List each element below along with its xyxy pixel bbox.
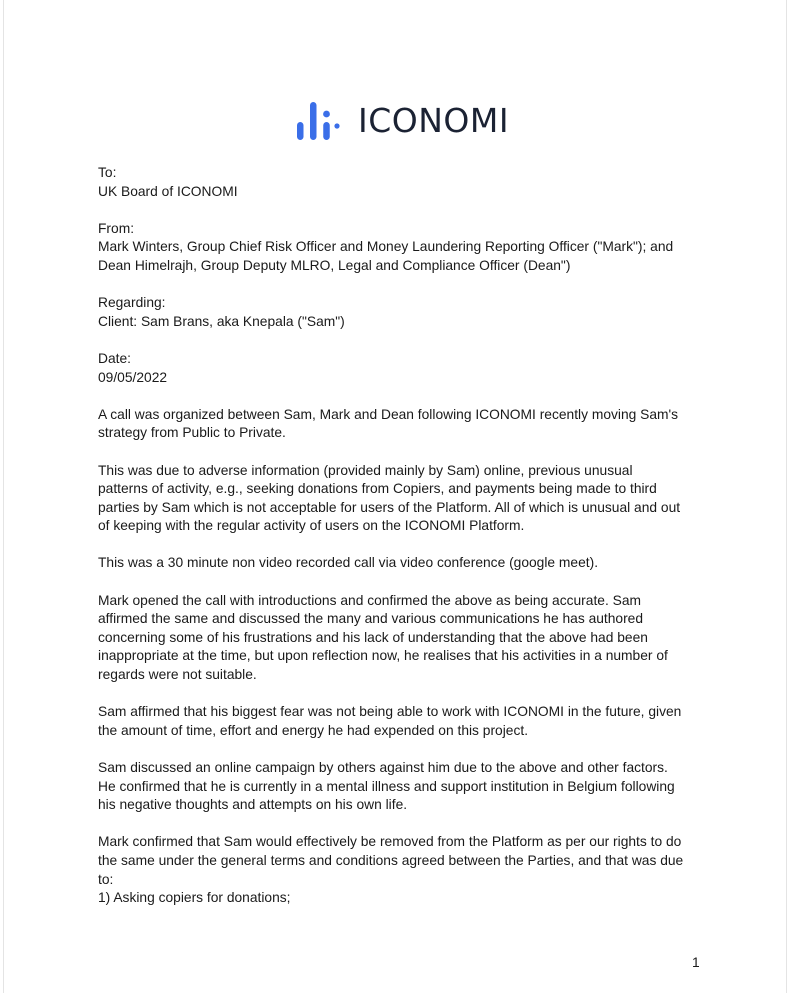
text-line: Mark confirmed that Sam would effectively be removed from the Platform as per our rights to do (98, 834, 682, 850)
iconomi-logo-icon (294, 100, 340, 142)
text-line: patterns of activity, e.g., seeking donations from Copiers, and payments being made to third (98, 481, 657, 497)
iconomi-logo (294, 100, 509, 142)
from-label: From: (98, 220, 135, 236)
text-line: parties by Sam which is not acceptable for users of the Platform. All of which is unusual and out (98, 499, 681, 515)
date-label: Date: (98, 350, 131, 366)
to-block (98, 164, 718, 201)
regarding-value: Client: Sam Brans, aka Knepala ("Sam") (98, 313, 345, 329)
text-line: regards were not suitable. (98, 667, 257, 683)
document-page (3, 0, 787, 993)
from-block (98, 220, 718, 276)
text-line: Mark opened the call with introductions and confirmed the above as being accurate. Sam (98, 592, 641, 608)
paragraph-biggest-fear (98, 703, 718, 740)
text-line: This was due to adverse information (provided mainly by Sam) online, previous unusual (98, 462, 633, 478)
text-line: strategy from Public to Private. (98, 425, 286, 441)
text-line: affirmed the same and discussed the many and various communications he has authored (98, 611, 644, 627)
date-block (98, 350, 718, 387)
text-line: This was a 30 minute non video recorded call via video conference (google meet). (98, 555, 599, 571)
text-line: to: (98, 871, 114, 887)
text-line: of keeping with the regular activity of users on the ICONOMI Platform. (98, 518, 525, 534)
text-line: his negative thoughts and attempts on his own life. (98, 797, 408, 813)
from-line-2: Dean Himelrajh, Group Deputy MLRO, Legal and Compliance Officer (Dean") (98, 257, 571, 273)
text-line: the same under the general terms and conditions agreed between the Parties, and that was due (98, 852, 684, 868)
paragraph-adverse-information (98, 462, 718, 536)
text-line: He confirmed that he is currently in a mental illness and support institution in Belgium following (98, 778, 675, 794)
paragraph-call-organized (98, 406, 718, 443)
memo-content (98, 164, 718, 908)
text-line: Sam discussed an online campaign by others against him due to the above and other factors. (98, 760, 668, 775)
text-line: concerning some of his frustrations and his lack of understanding that the above had been (98, 629, 648, 645)
logo-wordmark: ICONOMI (358, 101, 510, 140)
regarding-label: Regarding: (98, 295, 166, 311)
text-line: the amount of time, effort and energy he had expended on this project. (98, 722, 529, 738)
paragraph-call-format (98, 554, 718, 573)
text-line: A call was organized between Sam, Mark and Dean following ICONOMI recently moving Sam's (98, 406, 679, 422)
list-item: 1) Asking copiers for donations; (98, 890, 291, 906)
paragraph-call-opening (98, 592, 718, 685)
to-label: To: (98, 165, 117, 180)
date-value: 09/05/2022 (98, 369, 168, 385)
regarding-block (98, 294, 718, 331)
paragraph-removal (98, 833, 718, 907)
text-line: Sam affirmed that his biggest fear was not being able to work with ICONOMI in the future, given (98, 704, 682, 720)
paragraph-online-campaign (98, 759, 718, 815)
from-line-1: Mark Winters, Group Chief Risk Officer and Money Laundering Reporting Officer ("Mark"); and (98, 239, 674, 255)
text-line: inappropriate at the time, but upon reflection now, he realises that his activities in a number of (98, 648, 668, 664)
page-number: 1 (692, 955, 700, 970)
to-value: UK Board of ICONOMI (98, 183, 238, 199)
